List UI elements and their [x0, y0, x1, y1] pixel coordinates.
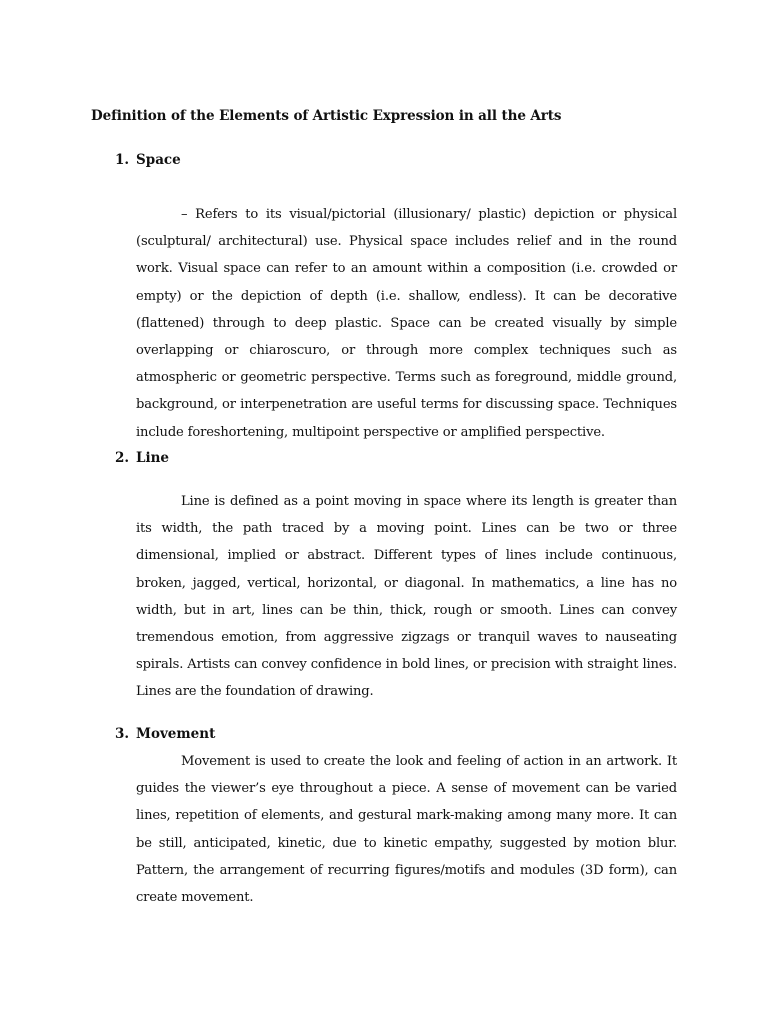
section-number: 3.	[115, 726, 130, 742]
section-body-line: Line is defined as a point moving in space where its length is greater than its width, the path traced by a moving point. Lines can be two or three dimensional, implied or abstract. Different types of lines include continuous, broken, jagged, vertical, horizontal, or diagonal. In mathematics, a line has no width, but in art, lines can be thin, thick, rough or smooth. Lines can convey tremendous emotion, from aggressive zigzags or tranquil waves to nauseating spirals. Artists can convey confidence in bold lines, or precision with straight lines. Lines are the foundation of drawing.	[136, 494, 677, 700]
section-number: 1.	[115, 152, 130, 168]
section-title: Space	[136, 152, 181, 168]
document-title: Definition of the Elements of Artistic Expression in all the Arts	[91, 108, 562, 124]
section-number: 2.	[115, 450, 130, 466]
section-title: Line	[136, 450, 170, 466]
section-title: Movement	[136, 726, 216, 742]
section-body-movement: Movement is used to create the look and feeling of action in an artwork. It guides the viewer’s eye throughout a piece. A sense of movement can be varied lines, repetition of elements, and gestural mark-making among many more. It can be still, anticipated, kinetic, due to kinetic empathy, suggested by motion blur. Pattern, the arrangement of recurring figures/motifs and modules (3D form), can create movement.	[136, 754, 677, 906]
section-body-space: – Refers to its visual/pictorial (illusionary/ plastic) depiction or physical (sculptural/ architectural) use. Physical space includes relief and in the round work. Visual space can refer to an amount within a composition (i.e. crowded or empty) or the depiction of depth (i.e. shallow, endless). It can be decorative (flattened) through to deep plastic. Space can be created visually by simple overlapping or chiaroscuro, or through more complex techniques such as atmospheric or geometric perspective. Terms such as foreground, middle ground, background, or interpenetration are useful terms for discussing space. Techniques include foreshortening, multipoint perspective or amplified perspective.	[136, 207, 677, 440]
